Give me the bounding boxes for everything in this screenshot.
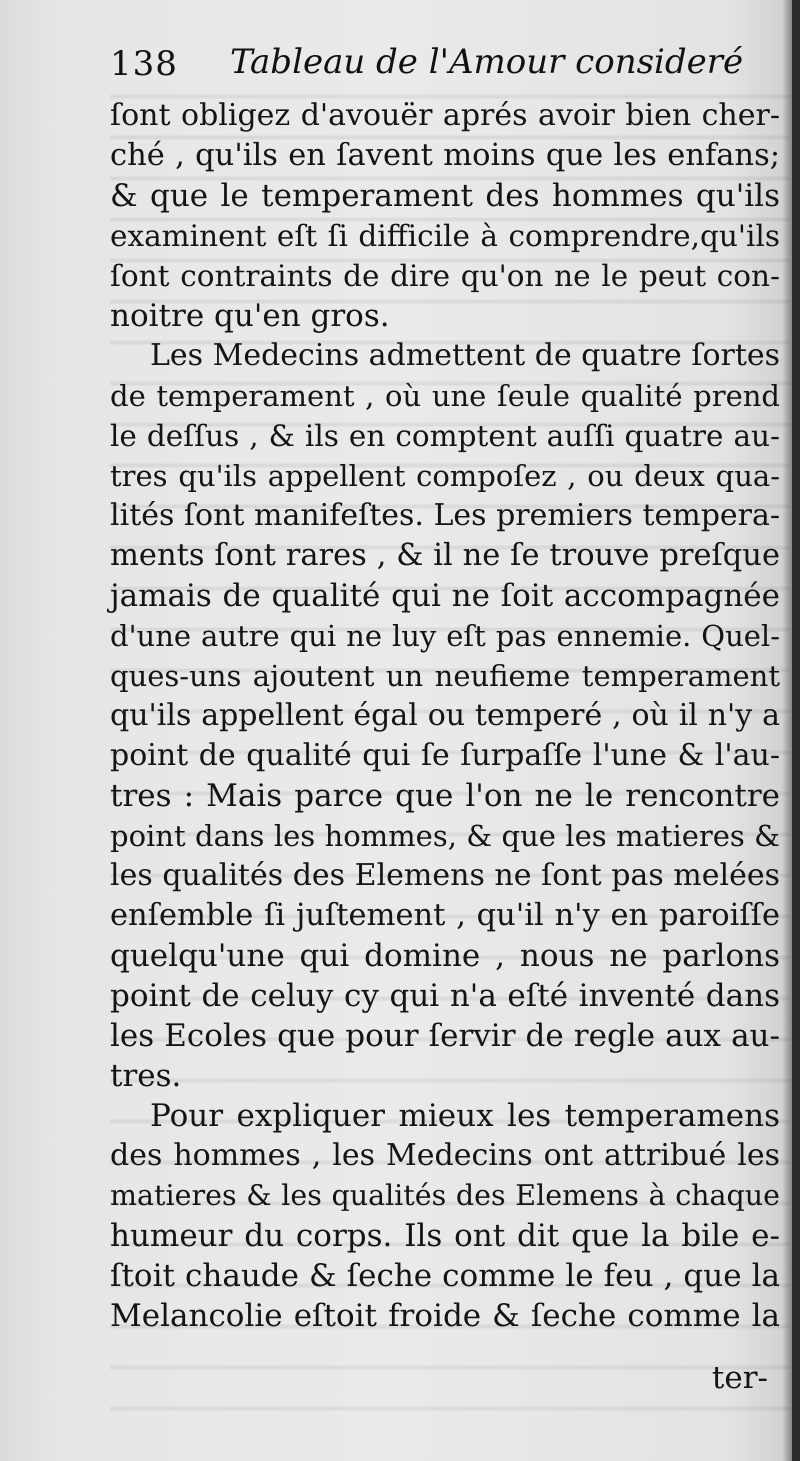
catchword: ter- [711,1360,768,1396]
text-line: de temperament , où une ſeule qualité prend [110,379,780,413]
text-line: jamais de qualité qui ne ſoit accompagnée [110,578,780,614]
text-line: enſemble ſi juſtement , qu'il n'y en paroiſſe [110,898,780,933]
text-line: tres. [110,1058,182,1094]
text-line: ments ſont rares , & il ne ſe trouve preſque [110,538,780,573]
paragraph-start-line: Pour expliquer mieux les temperamens [150,1098,780,1134]
text-line: matieres & les qualités des Elemens à chaque [110,1179,780,1212]
text-line: noitre qu'en gros. [110,298,390,334]
text-line: point de qualité qui ſe ſurpaſſe l'une & l'au- [110,738,780,773]
text-line: examinent eſt ſi difficile à comprendre,qu'ils [110,219,780,253]
text-line: qu'ils appellent égal ou temperé , où il n'y a [110,698,780,733]
text-line: tres qu'ils appellent compoſez , ou deux qua- [110,459,780,493]
running-title: Tableau de l'Amour consideré [230,42,744,82]
text-line: ché , qu'ils en ſavent moins que les enfans; [110,138,780,173]
text-line: Melancolie eſtoit froide & ſeche comme la [110,1298,780,1334]
text-line: le deſſus , & ils en comptent auſſi quatre au- [110,419,780,453]
text-line: des hommes , les Medecins ont attribué les [110,1138,780,1173]
page-number: 138 [110,44,178,84]
text-line: d'une autre qui ne luy eſt pas ennemie. Quel- [110,619,780,653]
text-line: ques-uns ajoutent un neufieme temperament [110,659,780,693]
running-head [110,40,790,90]
text-line: ſont obligez d'avouër aprés avoir bien cher- [110,98,780,133]
text-line: les qualités des Elemens ne ſont pas melées [110,858,780,893]
page-edge-shadow [782,0,792,1461]
text-line: ſtoit chaude & ſeche comme le feu , que la [110,1258,780,1294]
text-line: tres : Mais parce que l'on ne le rencontre [110,778,780,814]
text-line: lités ſont manifeſtes. Les premiers tempera- [110,498,781,533]
text-line: point dans les hommes, & que les matieres & [110,819,780,853]
text-line: humeur du corps. Ils ont dit que la bile e- [110,1218,780,1254]
text-line: & que le temperament des hommes qu'ils [110,178,780,214]
text-line: les Ecoles que pour ſervir de regle aux au- [110,1018,780,1054]
text-line: quelqu'une qui domine , nous ne parlons [110,938,780,974]
text-line: point de celuy cy qui n'a eſté inventé dans [110,978,780,1014]
text-line: ſont contraints de dire qu'on ne le peut con- [110,259,780,293]
body-text [110,96,780,1336]
paragraph-start-line: Les Medecins admettent de quatre ſortes [150,338,781,373]
